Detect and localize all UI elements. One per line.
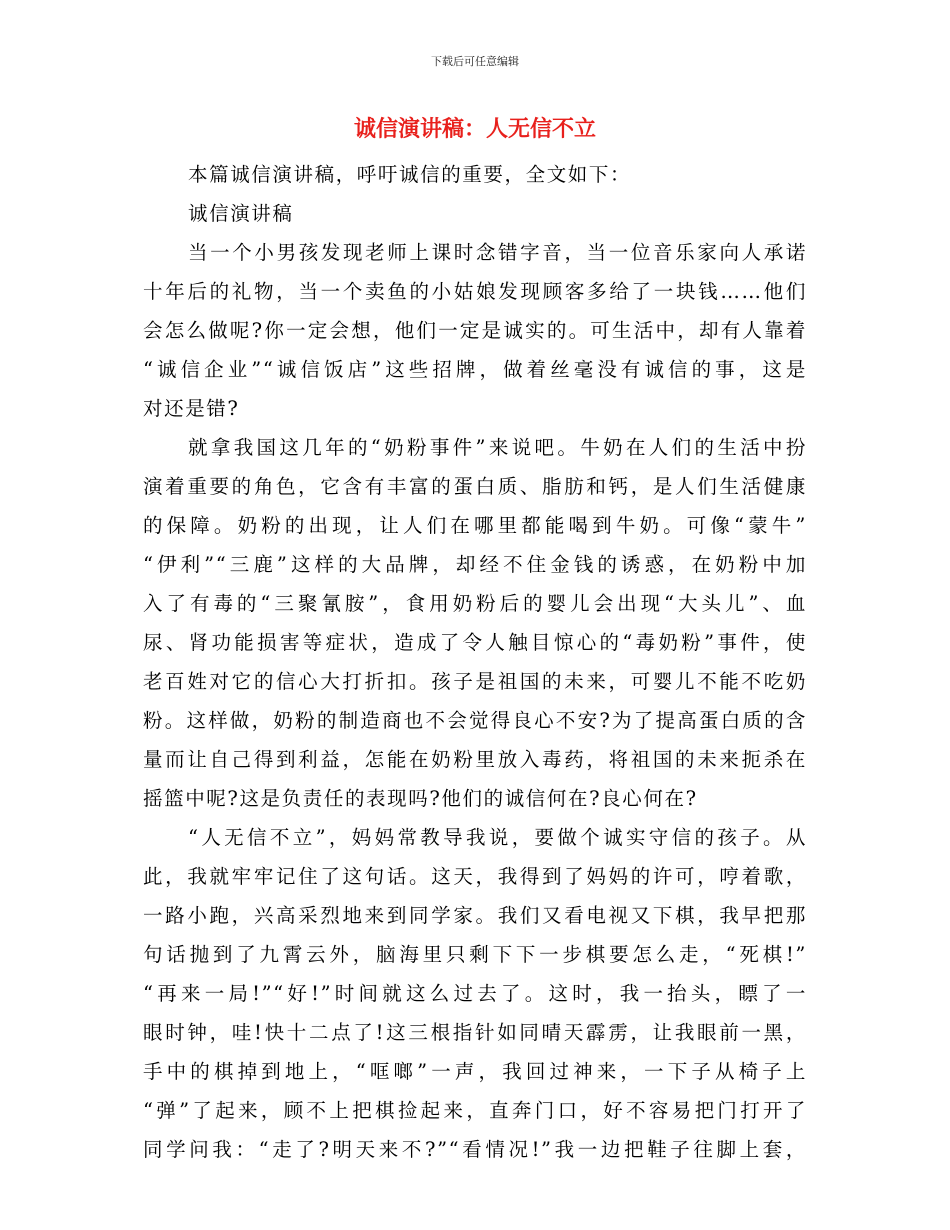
text-line: 眼时钟，哇!快十二点了!这三根指针如同晴天霹雳，让我眼前一黑， [143,1021,807,1044]
text-line: 手中的棋掉到地上，“哐啷”一声，我回过神来，一下子从椅子上 [143,1060,807,1083]
text-line: 句话抛到了九霄云外，脑海里只剩下下一步棋要怎么走，“死棋!” [143,943,807,966]
text-line: 粉。这样做，奶粉的制造商也不会觉得良心不安?为了提高蛋白质的含 [143,709,807,732]
text-line: 老百姓对它的信心大打折扣。孩子是祖国的未来，可婴儿不能不吃奶 [143,670,807,693]
text-line: 十年后的礼物，当一个卖鱼的小姑娘发现顾客多给了一块钱……他们 [143,280,807,303]
page-title: 诚信演讲稿：人无信不立 [353,117,596,142]
text-line: 同学问我：“走了?明天来不?”“看情况!”我一边把鞋子往脚上套， [143,1138,807,1161]
text-line: “再来一局!”“好!”时间就这么过去了。这时，我一抬头，瞟了一 [143,982,807,1005]
header-note: 下载后可任意编辑 [431,55,519,68]
text-line: 就拿我国这几年的“奶粉事件”来说吧。牛奶在人们的生活中扮 [188,436,807,459]
text-line: 诚信演讲稿 [188,202,294,225]
text-line: 的保障。奶粉的出现，让人们在哪里都能喝到牛奶。可像“蒙牛” [143,514,807,537]
text-line: 入了有毒的“三聚氰胺”，食用奶粉后的婴儿会出现“大头儿”、血 [143,592,807,615]
text-line: 一路小跑，兴高采烈地来到同学家。我们又看电视又下棋，我早把那 [143,904,807,927]
text-line: 尿、肾功能损害等症状，造成了令人触目惊心的“毒奶粉”事件，使 [143,631,807,654]
body-text [143,155,807,1169]
text-line: 对还是错? [143,397,240,420]
text-line: 此，我就牢牢记住了这句话。这天，我得到了妈妈的许可，哼着歌， [143,865,807,888]
text-line: “人无信不立”，妈妈常教导我说，要做个诚实守信的孩子。从 [188,826,807,849]
text-line: 量而让自己得到利益，怎能在奶粉里放入毒药，将祖国的未来扼杀在 [143,748,807,771]
text-line: “弹”了起来，顾不上把棋捡起来，直奔门口，好不容易把门打开了 [143,1099,807,1122]
text-line: 摇篮中呢?这是负责任的表现吗?他们的诚信何在?良心何在? [143,787,698,810]
text-line: 本篇诚信演讲稿，呼吁诚信的重要，全文如下： [188,163,632,186]
text-line: “诚信企业”“诚信饭店”这些招牌，做着丝毫没有诚信的事，这是 [143,358,807,381]
text-line: 演着重要的角色，它含有丰富的蛋白质、脂肪和钙，是人们生活健康 [143,475,807,498]
text-line: 会怎么做呢?你一定会想，他们一定是诚实的。可生活中，却有人靠着 [143,319,807,342]
text-line: 当一个小男孩发现老师上课时念错字音，当一位音乐家向人承诺 [188,241,807,264]
text-line: “伊利”“三鹿”这样的大品牌，却经不住金钱的诱惑，在奶粉中加 [143,553,807,576]
